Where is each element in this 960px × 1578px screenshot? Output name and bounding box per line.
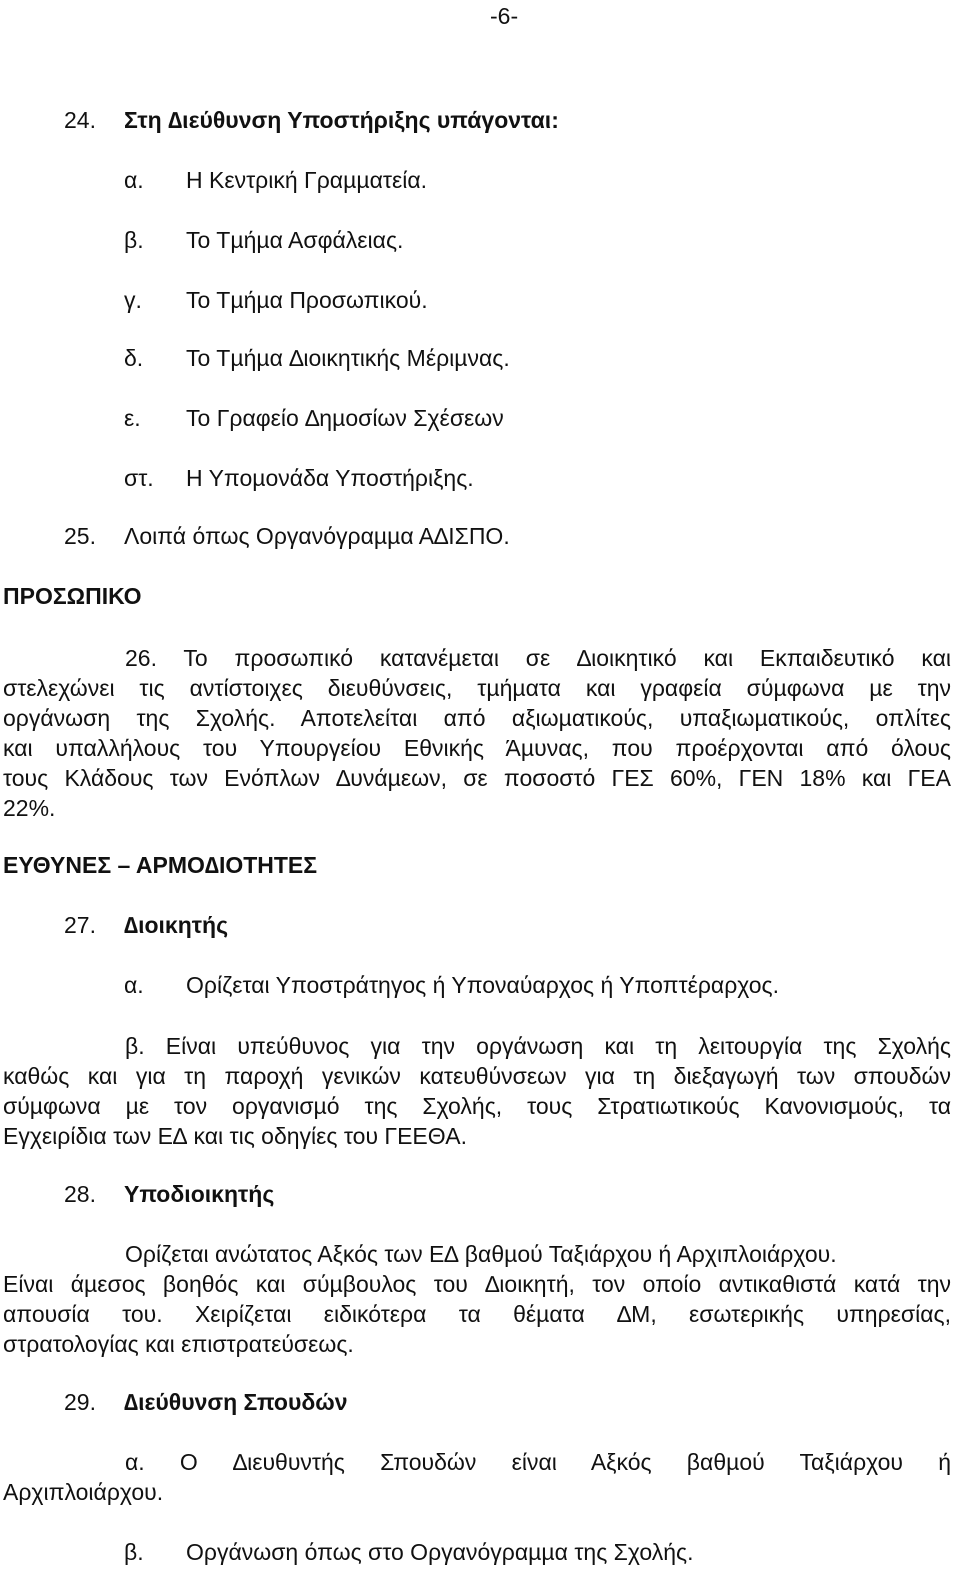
paragraph-line: καθώς και για τη παροχή γενικών κατευθύνσεων για τη διεξαγωγή των σπουδών (3, 1063, 951, 1089)
list-item-mark: β. (124, 1539, 144, 1565)
paragraph-line: σύµφωνα µε τον οργανισµό της Σχολής, τους Στρατιωτικούς Κανονισµούς, τα (3, 1093, 951, 1119)
section-28-number: 28. (64, 1181, 96, 1207)
paragraph-line: Ορίζεται ανώτατος Αξκός των Ε∆ βαθµού Ταξιάρχου ή Αρχιπλοιάρχου. (125, 1241, 837, 1267)
section-26-paragraph (3, 643, 951, 823)
paragraph-line: και υπαλλήλους του Υπουργείου Εθνικής Άµυνας, που προέρχονται από όλους (3, 735, 951, 761)
section-28-title: Υποδιοικητής (124, 1181, 275, 1207)
paragraph-line: β. Είναι υπεύθυνος για την οργάνωση και τη λειτουργία της Σχολής (125, 1033, 951, 1059)
paragraph-line: Είναι άµεσος βοηθός και σύµβουλος του ∆ιοικητή, τον οποίο αντικαθιστά κατά την (3, 1271, 951, 1297)
list-item-text: Το Τµήµα ∆ιοικητικής Μέριµνας. (186, 345, 510, 371)
section-29-title: ∆ιεύθυνση Σπουδών (124, 1389, 348, 1415)
list-item-text: Ορίζεται Υποστράτηγος ή Υποναύαρχος ή Υποπτέραρχος. (186, 972, 780, 998)
paragraph-line: Αρχιπλοιάρχου. (3, 1479, 164, 1505)
list-item-text: Η Κεντρική Γραµµατεία. (186, 167, 428, 193)
list-item-text: Το Γραφείο ∆ηµοσίων Σχέσεων (186, 405, 504, 431)
list-item-mark: δ. (124, 345, 144, 371)
list-item-mark: β. (124, 227, 144, 253)
heading-personnel: ΠΡΟΣΩΠΙΚΟ (3, 583, 142, 609)
section-27b-paragraph (3, 1031, 951, 1151)
section-27-number: 27. (64, 912, 96, 938)
section-29-number: 29. (64, 1389, 96, 1415)
list-item-mark: α. (124, 167, 144, 193)
paragraph-line: α. Ο ∆ιευθυντής Σπουδών είναι Αξκός βαθµού Ταξιάρχου ή (125, 1449, 951, 1475)
section-25-number: 25. (64, 523, 96, 549)
list-item-mark: α. (124, 972, 144, 998)
paragraph-line: στρατολογίας και επιστρατεύσεως. (3, 1331, 354, 1357)
list-item-text: Το Τµήµα Προσωπικού. (186, 287, 428, 313)
paragraph-line: Εγχειρίδια των Ε∆ και τις οδηγίες του ΓΕΕΘΑ. (3, 1123, 467, 1149)
list-item-text: Η Υποµονάδα Υποστήριξης. (186, 465, 474, 491)
list-item-text: Το Τµήµα Ασφάλειας. (186, 227, 404, 253)
section-29a-paragraph (3, 1447, 951, 1507)
page-number: -6- (490, 3, 519, 29)
paragraph-line: απουσία του. Χειρίζεται ειδικότερα τα θέµατα ∆Μ, εσωτερικής υπηρεσίας, (3, 1301, 951, 1327)
paragraph-line: τους Κλάδους των Ενόπλων ∆υνάµεων, σε ποσοστό ΓΕΣ 60%, ΓΕΝ 18% και ΓΕΑ (3, 765, 951, 791)
paragraph-line: 22%. (3, 795, 56, 821)
section-28-paragraph (3, 1239, 951, 1359)
section-24-number: 24. (64, 107, 96, 133)
paragraph-line: στελεχώνει τις αντίστοιχες διευθύνσεις, τµήµατα και γραφεία σύµφωνα µε την (3, 675, 951, 701)
heading-duties: ΕΥΘΥΝΕΣ – ΑΡΜΟ∆ΙΟΤΗΤΕΣ (3, 852, 318, 878)
section-27-title: ∆ιοικητής (124, 912, 229, 938)
list-item-mark: στ. (124, 465, 154, 491)
list-item-mark: ε. (124, 405, 141, 431)
paragraph-line: οργάνωση της Σχολής. Αποτελείται από αξιωµατικούς, υπαξιωµατικούς, οπλίτες (3, 705, 951, 731)
paragraph-line: 26. Το προσωπικό κατανέµεται σε ∆ιοικητικό και Εκπαιδευτικό και (125, 645, 951, 671)
section-24-title: Στη ∆ιεύθυνση Υποστήριξης υπάγονται: (124, 107, 559, 133)
list-item-text: Οργάνωση όπως στο Οργανόγραµµα της Σχολής. (186, 1539, 694, 1565)
list-item-mark: γ. (124, 287, 142, 313)
section-25-text: Λοιπά όπως Οργανόγραµµα Α∆ΙΣΠΟ. (124, 523, 510, 549)
